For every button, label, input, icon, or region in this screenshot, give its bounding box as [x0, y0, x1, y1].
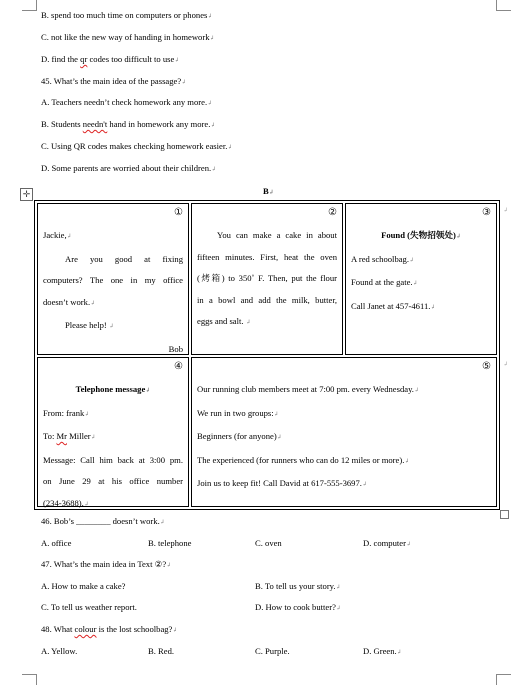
notice-1-line: doesn’t work.↲: [43, 296, 96, 307]
notice-4-line: (234-3688).↲: [43, 497, 89, 508]
q48-option-a: A. Yellow.: [41, 646, 78, 656]
notice-1-greeting: Jackie,↲: [43, 230, 72, 240]
crop-mark-top-right: [496, 0, 511, 11]
q47-option-c: C. To tell us weather report.: [41, 602, 137, 612]
notice-2-line: eggs and salt. ↲: [197, 316, 251, 326]
q45-stem: 45. What’s the main idea of the passage?↲: [41, 76, 187, 86]
q47-option-b: B. To tell us your story.↲: [255, 581, 341, 591]
q45-option-c: C. Using QR codes makes checking homework easier.↲: [41, 141, 233, 151]
spellcheck-word: qr: [80, 54, 88, 64]
spellcheck-word: needn't: [82, 119, 108, 129]
notice-5-line: Beginners (for anyone)↲: [197, 431, 282, 441]
spellcheck-word: colour: [74, 624, 97, 634]
q48-stem: 48. What colour is the lost schoolbag?↲: [41, 624, 178, 634]
notice-5-line: The experienced (for runners who can do 12 miles or more).↲: [197, 454, 410, 465]
notice-4-line: on June 29 at his office number: [43, 476, 183, 486]
q47-option-d: D. How to cook butter?↲: [255, 602, 341, 612]
row-end-mark: ↲: [503, 208, 509, 214]
notice-4: [37, 357, 189, 507]
q47-stem: 47. What’s the main idea in Text ②?↲: [41, 559, 172, 569]
section-heading: B↲: [263, 186, 274, 196]
notice-5: [191, 357, 497, 507]
q45-option-b: B. Students needn't hand in homework any more.↲: [41, 119, 216, 129]
table-move-handle-icon[interactable]: ✛: [20, 188, 33, 201]
q46-option-b: B. telephone: [148, 538, 192, 548]
crop-mark-bottom-left: [22, 674, 37, 685]
q45-option-a: A. Teachers needn’t check homework any more.↲: [41, 97, 213, 107]
notice-3: [345, 203, 497, 355]
notice-1-signature: Bob: [168, 343, 183, 354]
notice-5-line: We run in two groups:↲: [197, 407, 279, 418]
notice-number: ④: [174, 361, 183, 372]
q48-option-c: C. Purple.: [255, 646, 290, 656]
q48-option-d: D. Green.↲: [363, 646, 402, 656]
notice-3-line: Found at the gate.↲: [351, 277, 418, 287]
notice-3-line: A red schoolbag.↲: [351, 253, 415, 264]
notice-2-line: in a bowl and add the milk, butter,: [197, 294, 337, 305]
notice-3-title: Found (失物招领处)↲: [381, 230, 461, 240]
notice-2-line: fifteen minutes. First, heat the oven: [197, 251, 337, 262]
q44-option-c: C. not like the new way of handing in homework↲: [41, 32, 215, 42]
notice-1-line: Please help! ↲: [65, 320, 114, 330]
table-resize-handle[interactable]: [500, 510, 509, 519]
notice-4-title: Telephone message↲: [75, 384, 151, 394]
q44-option-b: B. spend too much time on computers or phones↲: [41, 10, 213, 20]
q45-option-d: D. Some parents are worried about their children.↲: [41, 163, 217, 173]
notice-4-from: From: frank↲: [43, 407, 90, 418]
notice-2-line: (烤箱) to 350˚ F. Then, put the flour: [197, 273, 337, 283]
q44-option-d: D. find the qr codes too difficult to use↲: [41, 54, 180, 64]
crop-mark-top-left: [22, 0, 37, 11]
notice-number: ①: [174, 207, 183, 218]
notice-4-to: To: Mr Miller↲: [43, 431, 96, 441]
q46-option-c: C. oven: [255, 538, 282, 548]
q46-option-a: A. office: [41, 538, 72, 548]
notice-number: ②: [328, 207, 337, 218]
q46-stem: 46. Bob’s ________ doesn’t work.↲: [41, 516, 165, 526]
row-end-mark: ↲: [503, 362, 509, 368]
spellcheck-word: Mr: [56, 431, 67, 441]
notice-1-line: computers? The one in my office: [43, 275, 183, 285]
q46-option-d: D. computer↲: [363, 538, 411, 548]
notices-table: [34, 200, 500, 510]
notice-4-line: Message: Call him back at 3:00 pm.: [43, 454, 183, 465]
notice-1-line: Are you good at fixing: [65, 253, 183, 264]
notice-1: [37, 203, 189, 355]
notice-number: ⑤: [482, 361, 491, 372]
q48-option-b: B. Red.: [148, 646, 175, 656]
notice-2-line: You can make a cake in about: [217, 230, 337, 240]
notice-5-line: Join us to keep fit! Call David at 617-555-3697.↲: [197, 478, 367, 488]
notice-5-line: Our running club members meet at 7:00 pm. every Wednesday.↲: [197, 384, 419, 394]
notice-number: ③: [482, 207, 491, 218]
notice-2: [191, 203, 343, 355]
crop-mark-bottom-right: [496, 674, 511, 685]
notice-3-line: Call Janet at 457-4611.↲: [351, 300, 436, 311]
q47-option-a: A. How to make a cake?: [41, 581, 126, 591]
